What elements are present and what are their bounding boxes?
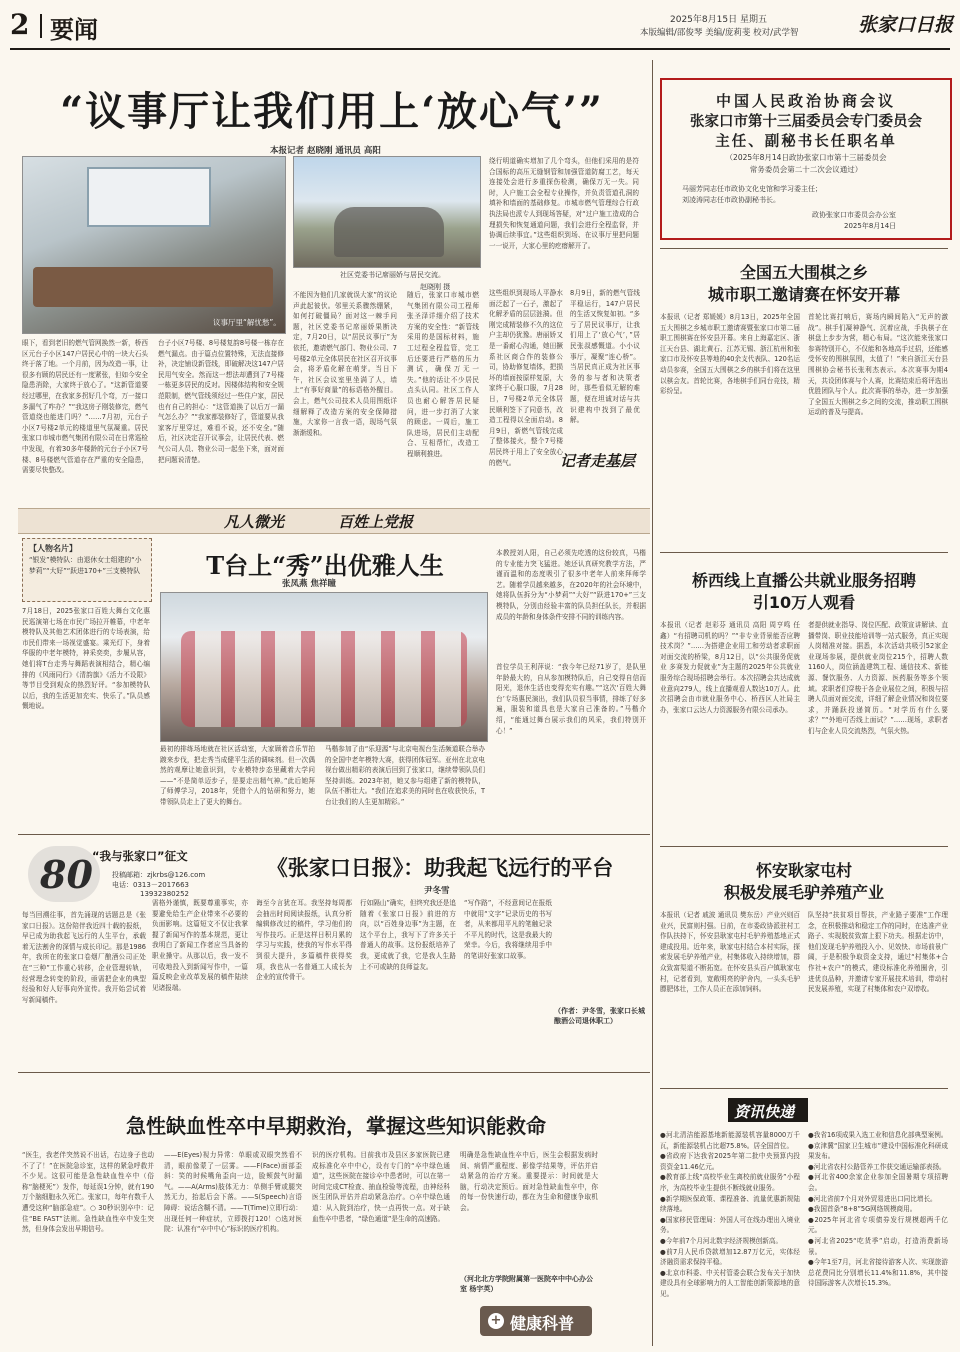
- essay-phone: 电话：0313－2017663: [112, 881, 189, 889]
- reporter-stamp: 记者走基层: [560, 452, 636, 470]
- brief-item: ●我省16项成果入选工业和信息化部典型案例。: [808, 1131, 948, 1139]
- brief-item: ●省政府下达我省2025年第二批中央预算内投资资金11.46亿元。: [660, 1152, 800, 1171]
- essay-col2: 需格外谨慎，既要尊重事实，亦要避免给生产企业带来不必要的负面影响。这篇短文不仅让我掌握了新闻写作的基本规范，更让我明白了新闻工作者应当具备的职业操守。从那以后，我一发不可收地投入到新闻写作中，一篇篇反映企业改革发展的稿件陆续见诸报端。: [152, 899, 248, 992]
- ribbon-left: 凡人微光: [224, 513, 285, 531]
- essay-author: （作者：尹冬雪，张家口长城酿酒公司退休职工）: [554, 1007, 645, 1025]
- model-photo: [160, 592, 488, 742]
- briefs-left-list: [660, 1130, 800, 1346]
- essay-col4: 行如隔山”确实，但终究我还是追随着《张家口日报》前进的方向，以“百姓身边事”为主题，在这个平台上，我写下了许多关于普通人的故事。这份报纸培养了我，更成就了我，它是我人生路上不可或缺的良师益友。: [360, 899, 456, 971]
- model-story-title: T台上“秀”出优雅人生: [206, 551, 444, 580]
- jobs-title-1: 桥西线上直播公共就业服务招聘: [691, 571, 916, 590]
- model-story-bottom-rule: [18, 834, 650, 835]
- health-tag-text: 健康科普: [510, 1314, 575, 1333]
- notice-sign: 政协张家口市委员会办公室: [812, 211, 896, 219]
- notice-title-2: 张家口市第十三届委员会专门委员会: [690, 113, 922, 130]
- briefs-right-list: [808, 1130, 948, 1346]
- farm-title-1: 怀安耿家屯村: [755, 861, 852, 880]
- chess-title-1: 全国五大围棋之乡: [739, 263, 868, 282]
- profile-box: [22, 538, 152, 602]
- brief-item: ●河北省400余家企业参加全国暑期专项招聘会。: [808, 1173, 948, 1192]
- brief-item: ●京津冀“国家卫生城市”建设中国标准化科研成果发布。: [808, 1141, 948, 1161]
- health-col4: 明确是急性缺血性卒中后，医生会根据发病时间、病情严重程度、影像学结果等，评估并启动紧急的治疗方案。重要提示：时间就是大脑，行动决定预后。面对急性缺血性卒中，你的每一份快速行动，都在为生命和健康争取机会。: [460, 1151, 598, 1212]
- chess-bottom-rule: [660, 552, 948, 553]
- model-col4: 本教授刘人阳，自己必须先吃透的这份较真，马楷的专业能力突飞猛进。她还认真研究教学方法，严谨而温和的态度吸引了很多中老年人前来拜师学艺。随着学员越来越多，在2020年的社会环境中，她将队伍拆分为“小梦莉”“大好”“跃进170+”三支模特队，分别由经验丰富的队员担任队长，并根据成员的年龄和身体条件安排不同的训练内容。: [496, 549, 646, 621]
- essay-bottom-rule: [18, 1072, 650, 1073]
- lead-story-col5: 绕行明道确实增加了几个弯头，但他们采用的是符合国标的高压无缝钢管和加强管道防腐工艺，每天连接处会进行多重探伤检测，确保万无一失。同时，人户施工会全程专业操作，并负责管道孔洞的填补和墙面的基础修复。市城市燃气管理综合行政执法局也派专人到现场答疑，对“过户施工造成的合理损失和恢复通道问题，我们会进行全程监督，并协调后续事宜。”这些组织到场、在议事厅里把问题一一说开，大家心里的疙瘩解开了。: [489, 157, 639, 250]
- brief-item: ●前7月人民币贷款增加12.87万亿元，实体经济融资需求保持平稳。: [660, 1247, 800, 1267]
- section-title: 要闻: [50, 16, 98, 44]
- brief-item: ●河北省前7个月对外贸易进出口同比增长。: [808, 1194, 937, 1203]
- jobs-bottom-rule: [660, 846, 948, 847]
- brief-item: ●今年1至7月，河北省接待游客人次、实现旅游总花费同比分别增长11.4%和11.8%，其中接待国际游客人次增长15.3%。: [808, 1258, 948, 1288]
- notice-title-1: 中国人民政治协商会议: [715, 92, 896, 110]
- brief-item: ●新学期医保政策、课程准备、流量优惠新规陆续落地。: [660, 1194, 800, 1214]
- chess-col1: 本报讯（记者 郑媛媛）8月13日，2025年全国五大围棋之乡城市职工邀请赛暨张家口市第二届职工围棋赛在怀安县开幕。来自上海嘉定区、浙江天台县、湖北黄石、江苏无锡、浙江杭州和张家口市及怀安县等地的40余支代表队、120名运动员参赛，全国五大围棋之乡的棋手们将在这里以棋会友。首轮比赛，各地棋手们同台竞技，精彩纷呈。: [660, 313, 800, 396]
- jobs-title-2: 引10万人观看: [752, 593, 856, 612]
- brief-item: ●国家移民管理局：外国人可在线办理出入境业务。: [660, 1215, 800, 1235]
- lead-story-col2: 台子小区7号楼、8号楼复韵8号楼一栋存在燃气漏点。由于篇点位置特殊，无法直接修补，决定铺设新管线，即破解决这147户居民用气安全。然而这一想法却遭到了7号楼一栋更多居民的反对。因楼体结构和安全规范限制，燃气管线须经过一些住户家，居民也有自己的担心：“这管道换了以后万一漏气怎么办？”“我家都装修好了，管道要从我家客厅里穿过，难看不说，还不安全。”随后，社区决定召开议事会，让居民代表、燃气公司人员、物业公司一起坐下来，面对面把问题说清楚。: [158, 339, 284, 464]
- meeting-table: [33, 267, 273, 307]
- farm-col2: 队坚持“扶贫项目帮扶，产业路子要准”工作理念，在积极推动和稳定工作的同时，在选准产业路子、实现脱贫致富上狠下功夫。根据走访中，他们发现毛驴养殖投入小、见效快、市场前景广阔，于是积极争取资金支持，通过“村集体+合作社+农户”的模式，建设标准化养殖圈舍，引进优良品种，并邀请专家开展技术培训，带动村民发展养殖，实现了村集体和农户双增收。: [808, 911, 948, 994]
- lead-story-byline: 本报记者 赵晓刚 通讯员 高阳: [270, 146, 381, 156]
- profile-head: 【人物名片】: [29, 544, 77, 553]
- farm-col1: 本报讯（记者 戚波 通讯员 樊东岳）产业兴则百业兴，民富则村强。日前，在市委政协派驻村工作队扶持下，怀安县耿家屯村毛驴养殖基地正式建成投用。近年来，耿家屯村结合本村实际，探索发展毛驴养殖产业，村集体收入持续增加，群众致富渠道不断拓宽。在怀安县头百户镇耿家屯村，记者看到，宽敞明亮的驴舍内，一头头毛驴膘肥体壮，工作人员正在添加饲料。: [660, 911, 800, 994]
- page-number: 2: [10, 8, 30, 41]
- health-col3: 识的医疗机构。目前我市及县区多家医院已建成标准化卒中中心，设有专门的“卒中绿色通道”，这些医院在接诊卒中患者时，可以在第一时间完成CT检查、抽血检验等流程，由神经科医生团队评估并启动紧急治疗。○卒中绿色通道：从入院到治疗，快一点再快一点。对于缺血性卒中患者，“绿色通道”是生命的高速路。: [312, 1151, 450, 1223]
- model-col2: 最初的排练场地就在社区活动室，大家顾着音乐节拍踱来步伐，把走秀当成健平生活的调味剂。但一次偶然的观摩让她意识到，专业模特步态里藏着大学问——“不是简单迈步子，是要走出精气神。”此后她拜了师傅学习，2018年，凭借个人的钻研和努力，她带领队员走上了更大的舞台。: [160, 745, 315, 806]
- jobs-col1: 本报讯（记者 赵彩芬 通讯员 高阳 周亨鸣 任鑫）“有招聘司机的吗？”“非专业背景能否应聘技术岗？”……为搭建企业用工和劳动者求职面对面交流的桥梁，8月12日，以“公共服务促就业 多赛发力促就业”为主题的2025年公共就业服务综合现场招聘会举行。本次招聘会共达成就业意向279人，线上直播观看人数达10万人。此次招聘会由市就业服务中心、桥西区人社局主办，张家口云达人力资源服务有限公司承办。: [660, 621, 800, 714]
- brief-item: ●我国首条“8+8”5G网络规模商用。: [808, 1205, 917, 1214]
- essay-col1: 每当回溯往事，首先涌现的话题总是《张家口日报》。这份陪伴我近四十载的报纸，早已成为助我起飞远行的人生平台，承载着无法割舍的深情与成长印记。那是1986年，我所在的张家口卷烟厂酿酒公司正处在“三种”工作重心转移，企业管理转轨，经营理念转变的阶段，亟需把企业的典型经验和好人好事向外宣传。我开始尝试着写新闻稿件。: [22, 911, 146, 1004]
- residents-group: [334, 207, 444, 257]
- jobs-col2: 者提供就业指导、岗位匹配、政策宣讲解读、直播带岗、职业技能培训等一站式服务，真正实现人岗精准对接。据悉，本次活动共吸引52家企业现场参展，提供就业岗位215个，招聘人数1160人，岗位涵盖建筑工程、通信技术、新能源、餐饮服务、人力资源、医药服务等多个领域。求职者们穿梭于各企业展位之间，积极与招聘人员面对面交流，详细了解企业情况和岗位要求，并踊跃投递简历。“对学历有什么要求？”“外地可否线上面试？”……现场，求职者们与企业人员交流热烈，气氛火热。: [808, 621, 948, 735]
- notice-title-3: 主任、副秘书长任职名单: [715, 133, 897, 150]
- brief-item: ●今年前7个月河北数字经济规模创新高。: [660, 1236, 783, 1245]
- notice-sub-1: （2025年8月14日政协张家口市第十三届委员会: [725, 153, 887, 162]
- briefs-tag: [728, 1098, 808, 1122]
- ribbon-banner: [18, 508, 650, 534]
- health-col1: “医生，我老伴突然说不出话，右边身子也动不了了！”在医院急诊室，这样的紧急呼救并不少见。这很可能是急性缺血性卒中（俗称“脑梗死”）发作，每延误1分钟，就有190万个脑细胞永久死亡。张家口，每年有数千人遭受这种“脑部急症”。○ 30秒识别卒中：记住“BE FAST”法则。急性缺血性卒中发生突然，但身体会发出早期信号。: [22, 1151, 154, 1234]
- model-col5: 首位学员王利萍说：“我今年已经71岁了，是队里年龄最大的，自从参加模特队后，自己变得自信而阳光，退休生活也变得充实有趣。”“这次‘百姓大舞台’专场惠民演出，我们队员很当事情，排练了好多遍，服装和道具也是大家自己准备的。”马楷介绍，“能通过舞台展示我们的风采，我们特别开心！”: [496, 663, 646, 735]
- lead-story-col6: 这些组织到现场人平静水面泛起了一石子，激起了化解矛盾的层层涟漪。但刚完成精装修不久的这位户主却仍犹豫。唐丽娇又是一番耐心沟通，她田撅系社区商合作的装修公司，协助修复墙体，把损坏的墙面按原样复原，大家终于心服口服，7月28日，7号楼2单元全体居民顺利签下了同意书，改造工程得以全面启动。8月9日，新燃气管线完成了整体接火，整个7号楼居民终于用上了安全放心的燃气。: [489, 289, 563, 467]
- health-tag: [480, 1306, 592, 1336]
- farm-title-2: 积极发展毛驴养殖产业: [723, 883, 884, 902]
- brief-item: ●北京市科委、中关村管委会联合发布关于加快建设具有全球影响力的人工智能创新策源地的意见。: [660, 1268, 800, 1298]
- lead-photo-street: [293, 156, 481, 268]
- cppcc-notice-box: [660, 78, 952, 240]
- essay-title: 《张家口日报》：助我起飞远行的平台: [266, 855, 614, 880]
- brief-item: ●河北省农村公路管养工作获交通运输部表扬。: [808, 1162, 946, 1171]
- date-line: 2025年8月15日 星期五: [670, 15, 767, 25]
- chess-title-2: 城市职工邀请赛在怀安开幕: [707, 285, 900, 304]
- model-row: [181, 631, 467, 727]
- essay-email: 投稿邮箱：zjkrbs@126.com: [112, 871, 206, 879]
- page-number-divider: [40, 14, 42, 38]
- lead-photo-meeting: [22, 156, 286, 334]
- lead-story-col7: 8月9日，新的燃气管线平稳运行，147户居民的生活又恢复如初。“多亏了居民议事厅，让我们用上了‘放心气’，”居民张叔感慨道。小小议事厅，凝聚“连心桥”。当居民真正成为社区事务的参与者和决策者时，那些看似无解的难题，便在坦诚对话与共识建构中找到了最优解。: [570, 289, 640, 425]
- editors-line: 本版编辑/邵俊琴 美编/庞莉斐 校对/武学智: [640, 28, 799, 38]
- brief-item: ●教育部上线“高校毕业生离校前就业服务”小程序，为高校毕业生提供不断线就业服务。: [660, 1173, 800, 1192]
- model-col1: 7月18日，2025张家口百姓大舞台文化惠民巡演第七场在市民广场拉开帷幕，中老年模特队及其他艺术团体进行的专场表演，给市民们带来一场视觉盛宴。乘光灯下，身着华服的中老年模特，神采奕奕，步履从容，她们将T台走秀与舞蹈表演相结合，精心编排的《风雨同行》《清韵旗》《活力不设限》等节目受到观众的热烈好评。“参加模特队以后，我的生活更加充实、快乐了。”队员感慨地说。: [22, 607, 150, 711]
- essay-byline: 尹冬雪: [424, 886, 450, 896]
- briefs-tag-text: 资讯快递: [734, 1103, 795, 1121]
- notice-item-1: 马丽芳同志任市政协文化史馆和学习委主任；: [682, 185, 822, 193]
- essay-column-title: “我与张家口”征文: [92, 849, 188, 863]
- brief-item: ●2025年河北省专项债券发行规模超两千亿元。: [808, 1215, 948, 1235]
- essay-badge-number: 80: [40, 852, 93, 897]
- lead-story-col1: 眼下，看到老旧的燃气管网换然一新，桥西区元台子小区147户居民心中的一块大石头终于落了地。一个月前，因为改造一事，让很多有顾的居民还有一度紧张，但如今安全隐患消除，大家终于放心了。“这新管道要经过哪里，在我家多拐好几个弯，万一接口多漏气了咋办？”“我这房子刚装修完，燃气管道绕也能进门吗？”……7月初，元台子小区7号楼2单元的楼道里气氛凝重。居民张家口市城市燃气集团有限公司在日常巡检中发现，有着30多年楼龄的元台子小区7号楼、8号楼燃气管道存在严重的安全隐患，需要尽快整改。: [22, 339, 148, 475]
- essay-phone2: 13932380252: [140, 890, 189, 898]
- brief-item: ●河北清洁能源基地新能源装机容量8000万千瓦，新能源装机占比超75.8%。居全国首位。: [660, 1131, 800, 1150]
- lead-story-title: “议事厅让我们用上‘放心气’”: [60, 88, 604, 135]
- lead-photo2-caption: 社区党委书记席丽娇与居民交流。: [340, 271, 445, 279]
- profile-text: “银发”模特队：由退休女士组建的“小梦莉”“大好”“跃进170+”三支模特队: [29, 556, 142, 575]
- notice-date: 2025年8月14日: [844, 222, 897, 230]
- health-title: 急性缺血性卒中早期救治，掌握这些知识能救命: [126, 1114, 546, 1138]
- meeting-screen: [87, 167, 211, 227]
- health-col2: ——E(Eyes)视力异常：单眼或双眼突然看不清，眼前像蒙了一层雾。——F(Face)面部歪斜：笑的时候嘴角歪向一边，脸颊鼓气时漏气。——A(Arms)肢体无力：单侧手臂或腿突然无力，抬起后会下落。——S(Speech)言语障碍：说话含糊不清。——T(Time)立即行动：出现任何一种症状，立即拨打120！○选对医院：认准有“卒中中心”标识的医疗机构。: [164, 1151, 302, 1234]
- essay-badge: [28, 846, 100, 902]
- brief-item: ●河北省2025“吃货季”启动，打造消费新场景。: [808, 1236, 948, 1256]
- lead-photo-caption: 议事厅里“解忧愁”。: [213, 318, 281, 327]
- lead-story-col4: 随后，张家口市城市燃气集团有限公司工程师张圣泽详细介绍了技术方案的安全性：“新管线采用的是国标材料，施工过程全程监管，完工后还要进行严格的压力测试，确保万无一失。”他的话让不少居民点头认同。社区工作人员也耐心解答居民疑问，进一步打消了大家的顾虑。一周后，施工队进场，居民们主动配合、互相帮忙，改造工程顺利推进。: [407, 291, 479, 458]
- ribbon-right: 百姓上党报: [338, 513, 414, 531]
- notice-item-2: 刘凌涛同志任市政协副秘书长。: [682, 196, 780, 204]
- essay-col5: “写作路”，不经意间记在报纸中就用“文字”记录历史的书写者，从来都用平凡的笔触记录不平凡的时代，这是我最大的荣幸。今后，我将继续用手中的笔讲好张家口故事。: [464, 899, 552, 960]
- chess-col2: 首轮比赛打响后，赛场内瞬间陷入“无声的激战”。棋手们凝神静气、沉着应战，手执棋子在棋盘上步步为营，精心布局。“这次能来张家口参赛特别开心，不仅能和各地高手过招，还能感受怀安的围棋氛围，太值了！”来自浙江天台县围棋协会秘书长张利杰表示。本次赛事为期4天，共设团体赛与个人赛，比赛结束后将评选出优胜团队与个人。此次赛事的举办，进一步加强了全国五大围棋之乡之间的交流，推动职工围棋运动的普及与提高。: [808, 313, 948, 417]
- right-column-divider: [652, 60, 653, 1346]
- lead-photo2-credit: 赵晓刚 摄: [420, 283, 451, 291]
- notice-bottom-rule: [660, 248, 948, 249]
- notice-sub-2: 常务委员会第二十二次会议通过）: [749, 165, 863, 174]
- health-cross-icon: +: [488, 1313, 504, 1329]
- header-rule: [10, 48, 950, 50]
- model-story-byline: 张凤燕 焦祥瞳: [282, 579, 336, 589]
- lead-story-col3: 不能因为他们几家就误大家”的议论声此起彼伏。邻里关系骤然绷紧，如何打破僵局？面对这一棘手问题，社区党委书记席丽娇果断决定，7月20日，以“居民议事厅”为依托，邀请燃气部门、物业公司、7号楼2单元全体居民在社区召开议事会，将矛盾化解在萌芽。当日下午，社区会议室里坐满了人，墙上“有事好商量”的标语格外醒目。会上，燃气公司技术人员用图纸详细解释了改造方案的安全保障措施，大家你一言我一语，现场气氛渐渐缓和。: [293, 291, 397, 437]
- essay-col3: 诲至今言犹在耳。我坚持每周都会抽出时间阅读报纸，认真分析编辑修改过的稿件，学习他们的写作技巧。正是这样日积月累的学习与实践，使我的写作水平得到很大提升，多篇稿件获得奖项，我也从一名普通工人成长为企业的宣传骨干。: [256, 899, 352, 982]
- health-author: （河北北方学院附属第一医院卒中中心办公室 杨宇英）: [460, 1275, 593, 1293]
- model-col3: 马楷参加了由“乐迎源”与北京电视台生活频道联合举办的全国中老年模特大赛，获得团体冠军。亚州在北京电视台做出精彩的表演后回到了张家口，继续带领队员们坚持训练。2023年初，她又参与组建了新的模特队，队伍不断壮大。“我们在追求美的同时也在收获快乐，T台让我们的人生更加精彩。”: [325, 745, 485, 806]
- masthead-logo: 张家口日报: [858, 14, 954, 36]
- page-header: [0, 0, 960, 52]
- farm-bottom-rule: [660, 1088, 948, 1089]
